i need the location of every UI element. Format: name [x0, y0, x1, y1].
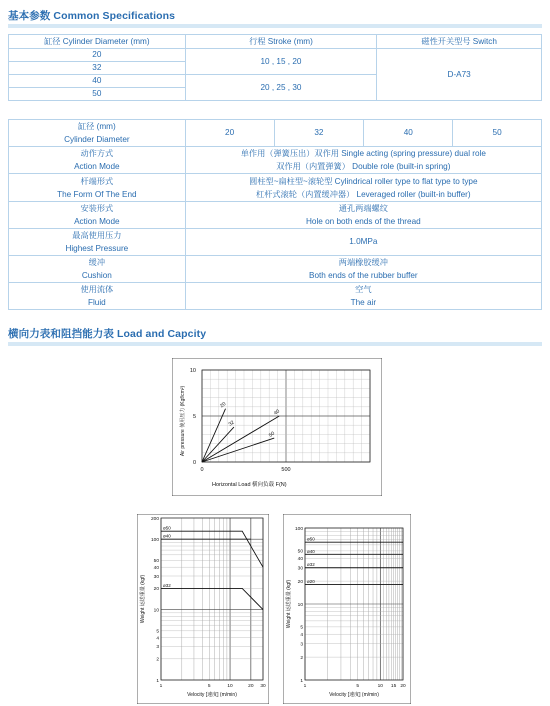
label-cn: 最高使用压力	[72, 231, 122, 240]
series-label-50: 50	[267, 430, 276, 439]
detail-specifications-table	[8, 119, 542, 310]
y-tick-label: 50	[297, 549, 303, 555]
y-tick-label: 3	[156, 645, 159, 651]
x-tick-label: 10	[227, 684, 233, 689]
label-action-mode	[9, 147, 186, 174]
y-tick-label: 100	[150, 537, 159, 543]
x-tick-label: 15	[390, 684, 397, 689]
stroke-small: 10 , 15 , 20	[185, 49, 377, 75]
y-tick-label: 30	[153, 574, 159, 580]
horizontal-load-chart	[172, 358, 382, 496]
y-tick-label: 40	[153, 566, 159, 572]
x-tick-label: 30	[260, 684, 266, 689]
label-en: Cushion	[81, 271, 112, 280]
y-tick-label: 2	[300, 655, 303, 661]
x-axis-label: Horizontal Load 横向负载 F(N)	[212, 482, 287, 488]
diameter-50: 50	[9, 88, 186, 101]
label-fluid	[9, 283, 186, 310]
x-tick-label: 20	[400, 684, 406, 689]
y-tick-label: 5	[156, 629, 159, 635]
value-line-2: 杠杆式滚轮（内置缓冲器） Leveraged roller (built-in buffer)	[256, 189, 471, 199]
value-line-1: 圆柱型~扁柱型~滚轮型 Cylindrical roller type to flat type to type	[249, 176, 478, 186]
series-label: ø40	[307, 548, 315, 554]
series-label: ø50	[307, 536, 315, 542]
y-tick-label: 3	[300, 642, 303, 648]
label-diameter	[9, 120, 186, 147]
x-tick-label: 1	[303, 684, 307, 689]
y-tick-label: 10	[189, 368, 196, 374]
value-line-2: The air	[350, 298, 377, 307]
series-label-32: 32	[227, 419, 236, 428]
series-label: ø32	[163, 582, 171, 588]
y-tick-label: 1	[300, 678, 303, 684]
diameter-20: 20	[9, 49, 186, 62]
y-axis-label: Weight 运送重量 (kgf)	[140, 574, 146, 624]
value-mounting	[185, 202, 541, 229]
diameter-20: 20	[185, 120, 274, 147]
label-cn: 缓冲	[88, 258, 106, 267]
section-title-load-capacity: 横向力表和阻挡能力表 Load and Capcity	[8, 328, 207, 340]
label-highest-pressure	[9, 229, 186, 256]
value-line-2: 双作用（内置弹簧） Double role (built-in spring)	[276, 162, 451, 171]
value-line-2: Hole on both ends of the thread	[305, 217, 421, 226]
y-tick-label: 10	[297, 602, 303, 608]
label-en: Action Mode	[74, 162, 120, 171]
label-cn: 动作方式	[80, 149, 114, 158]
x-tick-label: 10	[377, 684, 383, 689]
x-tick-label: 5	[356, 684, 359, 689]
diameter-40: 40	[364, 120, 453, 147]
header-stroke: 行程 Stroke (mm)	[185, 35, 377, 49]
section-divider	[8, 24, 542, 28]
y-axis-label: Weight 运送重量 (kgf)	[286, 579, 292, 629]
x-tick-label: 500	[281, 467, 291, 473]
y-tick-label: 100	[294, 526, 303, 532]
y-tick-label: 0	[192, 460, 196, 466]
diameter-40: 40	[9, 75, 186, 88]
series-label: ø32	[307, 562, 315, 568]
diameter-50: 50	[453, 120, 542, 147]
label-diameter-en: Cylinder Diameter	[64, 135, 130, 144]
y-axis-label: Air pressure 使用压力 (Kgf/cm²)	[180, 385, 186, 457]
x-axis-label: Velocity [速度] (m/min)	[329, 692, 379, 698]
x-tick-label: 20	[248, 684, 254, 689]
value-highest-pressure: 1.0MPa	[185, 229, 541, 256]
value-cushion	[185, 256, 541, 283]
series-label-20: 20	[219, 401, 228, 410]
x-axis-label: Velocity [速度] (m/min)	[187, 692, 237, 698]
label-en: Highest Pressure	[65, 244, 129, 253]
y-tick-label: 200	[150, 516, 159, 522]
y-tick-label: 50	[153, 559, 159, 565]
label-diameter-cn: 缸径 (mm)	[77, 122, 116, 131]
series-label: ø50	[163, 525, 171, 531]
value-line-1: 两端橡胶缓冲	[338, 258, 388, 267]
y-tick-label: 5	[192, 414, 196, 420]
label-cushion	[9, 256, 186, 283]
header-diameter: 缸径 Cylinder Diameter (mm)	[9, 35, 186, 49]
switch-model: D-A73	[377, 49, 542, 101]
label-cn: 安装形式	[80, 204, 114, 213]
diameter-32: 32	[9, 62, 186, 75]
y-tick-label: 4	[156, 636, 159, 642]
common-specifications-table	[8, 34, 542, 101]
series-label-40: 40	[272, 408, 281, 417]
y-tick-label: 2	[156, 657, 159, 663]
x-tick-label: 1	[159, 684, 163, 689]
label-en: Action Mode	[74, 217, 120, 226]
header-switch: 磁性开关型号 Switch	[377, 35, 542, 49]
x-tick-label: 0	[200, 467, 204, 473]
y-tick-label: 10	[153, 608, 159, 614]
label-end-form	[9, 174, 186, 202]
y-tick-label: 40	[297, 557, 303, 563]
section-divider	[8, 342, 542, 346]
y-tick-label: 1	[156, 678, 159, 684]
y-tick-label: 5	[300, 625, 303, 631]
y-tick-label: 4	[300, 633, 303, 639]
series-label: ø40	[163, 533, 171, 539]
series-label: ø20	[307, 579, 315, 585]
diameter-32: 32	[274, 120, 364, 147]
section-title-specifications: 基本参数 Common Specifications	[8, 10, 176, 22]
y-tick-label: 20	[297, 579, 303, 585]
value-fluid	[185, 283, 541, 310]
weight-velocity-chart-left	[137, 514, 269, 704]
label-en: Fluid	[87, 298, 106, 307]
x-tick-label: 5	[207, 684, 211, 689]
label-cn: 杆端形式	[80, 176, 114, 186]
value-end-form	[185, 174, 541, 202]
y-tick-label: 20	[153, 587, 159, 593]
value-line-1: 空气	[355, 285, 372, 294]
value-line-2: Both ends of the rubber buffer	[309, 271, 418, 280]
value-action-mode	[185, 147, 541, 174]
y-tick-label: 30	[297, 566, 303, 572]
value-line-1: 单作用（弹簧压出）双作用 Single acting (spring pressure) dual role	[240, 149, 486, 158]
label-en: The Form Of The End	[57, 189, 137, 199]
weight-velocity-chart-right	[283, 514, 411, 704]
label-cn: 使用流体	[80, 285, 114, 294]
value-line-1: 通孔两端螺纹	[338, 204, 388, 213]
stroke-large: 20 , 25 , 30	[185, 75, 377, 101]
label-mounting	[9, 202, 186, 229]
